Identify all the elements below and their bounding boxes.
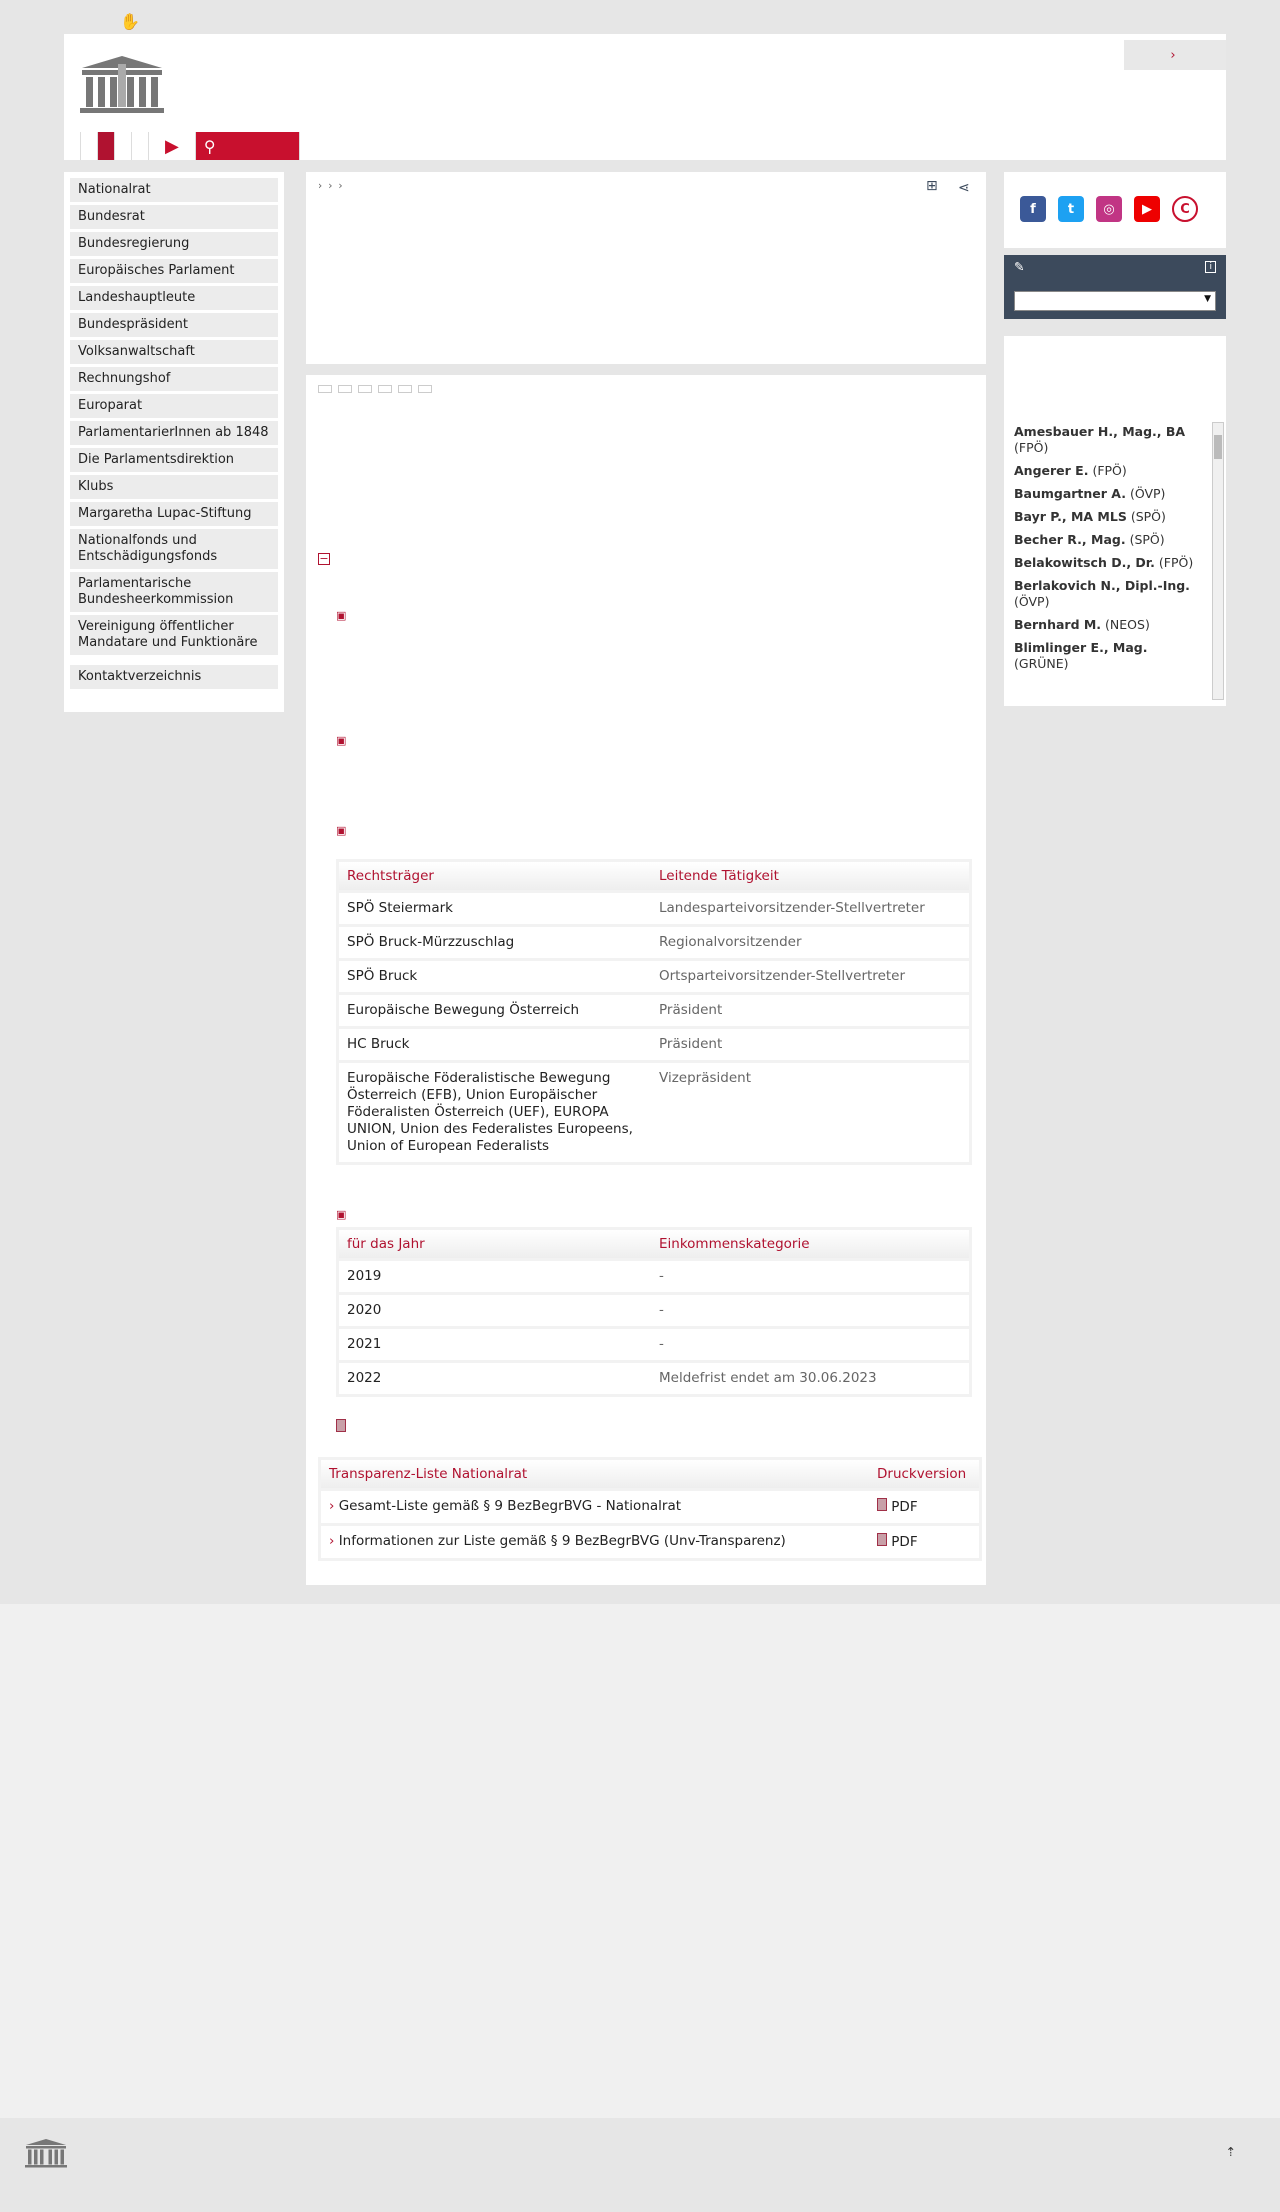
table-cell: Präsident: [651, 1029, 969, 1060]
table-cell: 2019: [339, 1261, 651, 1292]
table-header-row: [321, 1460, 979, 1488]
member-party: (FPÖ): [1014, 440, 1049, 455]
table-cell[interactable]: [321, 1526, 869, 1558]
sidebar-item[interactable]: Margaretha Lupac-Stiftung: [70, 502, 278, 526]
member-item[interactable]: [1014, 555, 1204, 571]
member-item[interactable]: [1014, 578, 1204, 610]
member-name: Baumgartner A.: [1014, 486, 1126, 501]
profile-card: [306, 172, 986, 364]
member-item[interactable]: [1014, 532, 1204, 548]
member-party: (SPÖ): [1129, 532, 1165, 547]
sidebar-item[interactable]: Nationalfonds und Entschädigungsfonds: [70, 529, 278, 569]
chevron-right-icon: ›: [329, 1498, 339, 1514]
table-row: [339, 1295, 969, 1326]
member-name: Bayr P., MA MLS: [1014, 509, 1127, 524]
bottom-bar: [0, 2130, 1280, 2212]
sidebar-item[interactable]: ParlamentarierInnen ab 1848: [70, 421, 278, 445]
arrow-up-icon: ⇡: [1225, 2144, 1244, 2159]
pdf-icon: [336, 1419, 346, 1432]
table-row: [339, 1029, 969, 1060]
table-row: [321, 1526, 979, 1558]
edit-box: [1004, 255, 1226, 319]
list-heading[interactable]: [318, 553, 338, 565]
sidebar: [64, 172, 284, 712]
parlament-app-icon[interactable]: C: [1172, 196, 1198, 222]
header: [64, 34, 1226, 160]
sign-language-icon[interactable]: ✋: [120, 12, 140, 31]
table-row: [339, 893, 969, 924]
table-cell: -: [651, 1295, 969, 1326]
info-icon[interactable]: ▣: [336, 734, 347, 747]
edit-title: [1014, 259, 1024, 274]
member-party: (NEOS): [1105, 617, 1150, 632]
logo[interactable]: [78, 54, 178, 114]
member-name: Berlakovich N., Dipl.-Ing.: [1014, 578, 1190, 593]
table-cell: -: [651, 1329, 969, 1360]
table-cell: HC Bruck: [339, 1029, 651, 1060]
member-party: (GRÜNE): [1014, 656, 1069, 671]
chevron-right-icon: ›: [329, 1533, 339, 1549]
twitter-icon[interactable]: t: [1058, 196, 1084, 222]
table-header-row: [339, 1230, 969, 1258]
table-row: [339, 995, 969, 1026]
transparenz-liste-table: [318, 1457, 982, 1561]
parliament-logo-icon: [78, 54, 166, 114]
instagram-icon[interactable]: ◎: [1096, 196, 1122, 222]
sidebar-item[interactable]: Vereinigung öffentlicher Mandatare und Funktionäre: [70, 615, 278, 655]
tab-ueberblick[interactable]: [318, 385, 332, 393]
share-icon[interactable]: ⋖: [958, 180, 970, 196]
table-cell: SPÖ Bruck: [339, 961, 651, 992]
chevron-right-icon: ›: [1170, 47, 1180, 63]
member-name: Becher R., Mag.: [1014, 532, 1126, 547]
table-cell: Ortsparteivorsitzender-Stellvertreter: [651, 961, 969, 992]
table-cell[interactable]: [869, 1526, 979, 1558]
play-icon: ▶: [165, 135, 179, 157]
main-nav: [64, 132, 300, 160]
table-cell: 2020: [339, 1295, 651, 1326]
collapse-icon[interactable]: −: [319, 552, 329, 565]
nach-oben-link[interactable]: [1226, 2144, 1244, 2159]
sidebar-item[interactable]: Die Parlamentsdirektion: [70, 448, 278, 472]
table-cell[interactable]: [321, 1491, 869, 1523]
member-item[interactable]: [1014, 486, 1204, 502]
member-name: Bernhard M.: [1014, 617, 1102, 632]
info-icon[interactable]: ▣: [336, 1208, 347, 1221]
facebook-icon[interactable]: f: [1020, 196, 1046, 222]
sidebar-item[interactable]: Europarat: [70, 394, 278, 418]
table-cell: SPÖ Steiermark: [339, 893, 651, 924]
sidebar-item[interactable]: Bundesrat: [70, 205, 278, 229]
table-row: [339, 1363, 969, 1394]
transparency-card: [306, 375, 986, 1585]
member-party: (FPÖ): [1092, 463, 1127, 478]
sidebar-item[interactable]: Landeshauptleute: [70, 286, 278, 310]
login-button[interactable]: [1124, 40, 1226, 70]
table-header-row: [339, 862, 969, 890]
table-cell: 2022: [339, 1363, 651, 1394]
member-item[interactable]: [1014, 463, 1204, 479]
section-sonstige: [336, 730, 976, 750]
nav-parlament-aktiv[interactable]: [64, 132, 81, 160]
member-name: Belakowitsch D., Dr.: [1014, 555, 1155, 570]
member-name: Amesbauer H., Mag., BA: [1014, 424, 1186, 439]
info-icon[interactable]: i: [1205, 261, 1216, 273]
table-row: [339, 1261, 969, 1292]
info-icon[interactable]: ▣: [336, 824, 347, 837]
language-bar: [72, 12, 140, 31]
member-party: (SPÖ): [1130, 509, 1166, 524]
sidebar-item[interactable]: Klubs: [70, 475, 278, 499]
member-name: Blimlinger E., Mag.: [1014, 640, 1148, 655]
column-header: Rechtsträger: [339, 862, 651, 890]
sidebar-item[interactable]: Bundesregierung: [70, 232, 278, 256]
table-cell[interactable]: [869, 1491, 979, 1523]
member-item[interactable]: [1014, 640, 1204, 672]
crumb-start[interactable]: ›: [318, 180, 323, 192]
bookmark-select[interactable]: [1014, 291, 1216, 311]
tab-plenum[interactable]: [378, 385, 392, 393]
ehrenamt-table: [336, 859, 972, 1165]
einkommen-table: [336, 1227, 972, 1397]
table-cell: Vizepräsident: [651, 1063, 969, 1162]
pdf-icon: [877, 1498, 887, 1511]
tab-ausschuesse[interactable]: [358, 385, 372, 393]
table-row: [339, 1329, 969, 1360]
social-links: [1004, 172, 1226, 248]
info-icon[interactable]: ▣: [336, 609, 347, 622]
member-list: [1014, 424, 1204, 696]
chevron-down-icon: ▼: [1204, 294, 1211, 304]
member-item[interactable]: [1014, 424, 1204, 456]
aktuelle-abgeordnete: [1004, 336, 1226, 706]
column-header: Transparenz-Liste Nationalrat: [321, 1460, 869, 1488]
youtube-icon[interactable]: ▶: [1134, 196, 1160, 222]
member-item[interactable]: [1014, 509, 1204, 525]
profile-tabs: [318, 385, 432, 393]
section-ehrenamtlich: [336, 820, 976, 840]
parliament-logo-icon: [24, 2138, 68, 2168]
table-cell: -: [651, 1261, 969, 1292]
table-cell: Präsident: [651, 995, 969, 1026]
link-label: Informationen zur Liste gemäß § 9 BezBegrBVG (Unv-Transparenz): [338, 1533, 786, 1549]
crumb-wer-ist-wer[interactable]: ›: [328, 180, 333, 192]
table-cell: Europäische Föderalistische Bewegung Österreich (EFB), Union Europäischer Föderalisten Österreich (UEF), EUROPA UNION, Union des Federalistes Europeens, Union of European Federalists: [339, 1063, 651, 1162]
section-leitende-stellung: [336, 605, 976, 625]
crumb-current: ›: [338, 180, 343, 192]
sidebar-item[interactable]: Volksanwaltschaft: [70, 340, 278, 364]
member-item[interactable]: [1014, 617, 1204, 633]
tab-sitzplatz[interactable]: [398, 385, 412, 393]
sidebar-item[interactable]: Europäisches Parlament: [70, 259, 278, 283]
nav-mediathek[interactable]: [149, 132, 196, 160]
sidebar-item[interactable]: Bundespräsident: [70, 313, 278, 337]
pdf-icon: [877, 1533, 887, 1546]
table-cell: Meldefrist endet am 30.06.2023: [651, 1363, 969, 1394]
pencil-icon: ✎: [1014, 259, 1025, 274]
table-row: [339, 1063, 969, 1162]
member-party: (FPÖ): [1158, 555, 1194, 570]
nav-wer-ist-wer[interactable]: [98, 132, 115, 160]
nav-gebaeude[interactable]: [115, 132, 132, 160]
sidebar-item[interactable]: Rechnungshof: [70, 367, 278, 391]
pdf-label: PDF: [887, 1499, 918, 1515]
link-label: Gesamt-Liste gemäß § 9 BezBegrBVG - Nationalrat: [338, 1498, 682, 1514]
breadcrumb: [318, 180, 343, 192]
table-cell: Landesparteivorsitzender-Stellvertreter: [651, 893, 969, 924]
footer: [0, 1604, 1280, 2118]
bookmark-add-icon[interactable]: ⊞: [926, 178, 938, 194]
table-cell: Europäische Bewegung Österreich: [339, 995, 651, 1026]
table-row: [339, 961, 969, 992]
table-cell: SPÖ Bruck-Mürzzuschlag: [339, 927, 651, 958]
sidebar-item[interactable]: Kontaktverzeichnis: [70, 665, 278, 689]
druckversion-link[interactable]: [336, 1419, 354, 1432]
nav-parlament-erklaert[interactable]: [81, 132, 98, 160]
section-einkommen: [336, 1204, 976, 1224]
nav-service[interactable]: [132, 132, 149, 160]
sidebar-item[interactable]: Parlamentarische Bundesheerkommission: [70, 572, 278, 612]
tab-fotos[interactable]: [338, 385, 352, 393]
member-list-scrollbar[interactable]: [1212, 422, 1224, 700]
pdf-label: PDF: [887, 1534, 918, 1550]
column-header: Leitende Tätigkeit: [651, 862, 969, 890]
table-cell: Regionalvorsitzender: [651, 927, 969, 958]
table-row: [321, 1491, 979, 1523]
member-party: (ÖVP): [1014, 594, 1050, 609]
tab-transparenz[interactable]: [418, 385, 432, 393]
column-header: Druckversion: [869, 1460, 979, 1488]
column-header: Einkommenskategorie: [651, 1230, 969, 1258]
search-button[interactable]: [196, 132, 300, 160]
search-icon: ⚲: [203, 136, 216, 156]
table-row: [339, 927, 969, 958]
member-name: Angerer E.: [1014, 463, 1089, 478]
sidebar-item[interactable]: Nationalrat: [70, 178, 278, 202]
column-header: für das Jahr: [339, 1230, 651, 1258]
member-party: (ÖVP): [1129, 486, 1166, 501]
table-cell: 2021: [339, 1329, 651, 1360]
